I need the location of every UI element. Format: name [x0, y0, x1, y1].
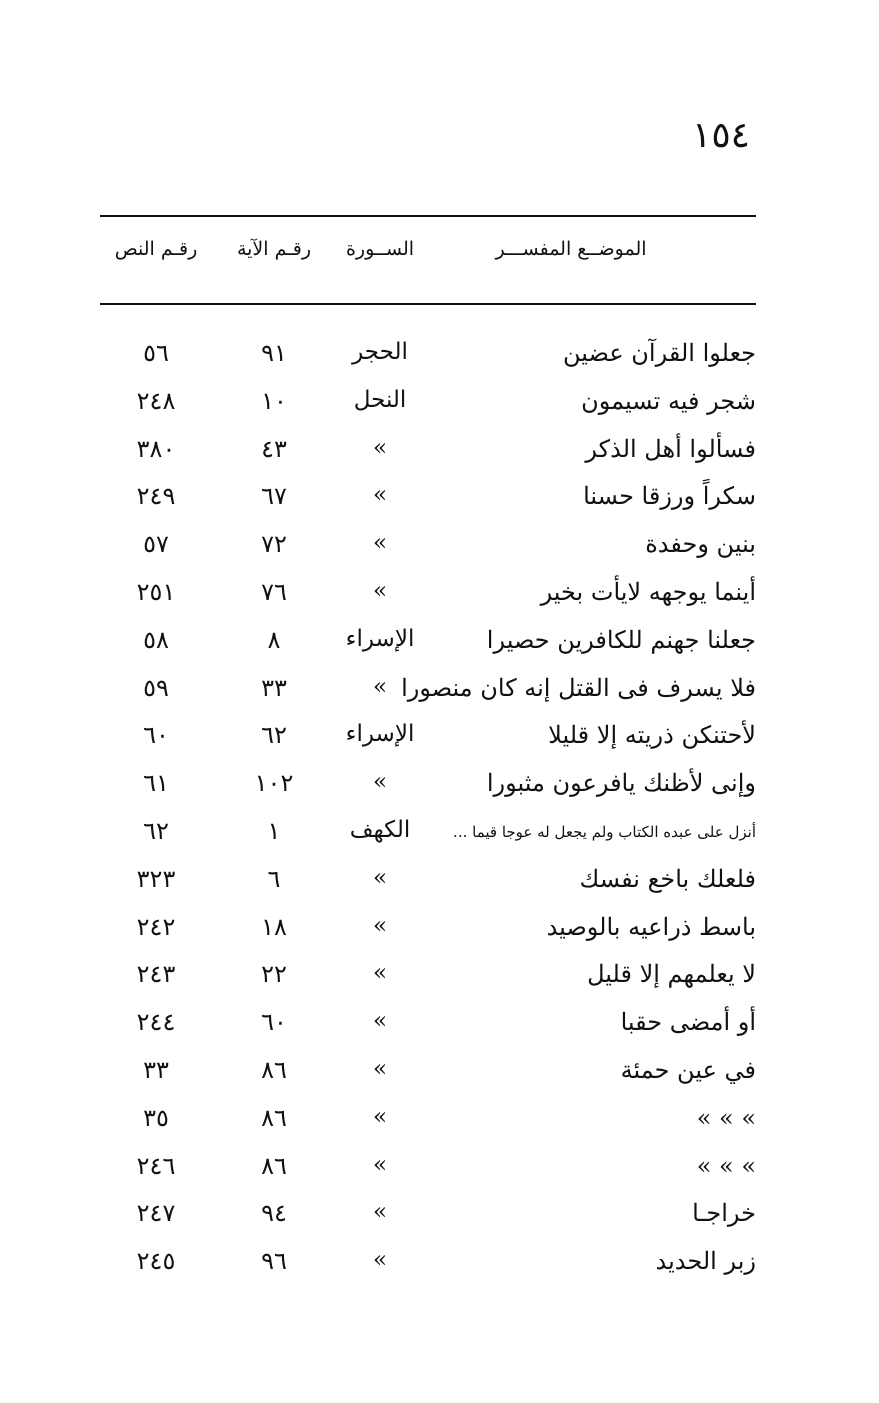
table-row: [100, 1002, 756, 1050]
table-row: [100, 1050, 756, 1098]
verse-number-cell: ٩٤: [261, 1199, 287, 1228]
text-number-cell: ٢٥١: [136, 577, 176, 606]
verse-number-cell: ٨٦: [261, 1151, 287, 1180]
text-number-cell: ٢٤٧: [136, 1199, 176, 1228]
surah-cell: الإسراء: [345, 721, 415, 748]
surah-cell: »: [372, 577, 388, 604]
surah-cell: »: [372, 673, 388, 700]
verse-number-cell: ٨٦: [261, 1103, 287, 1132]
passage-cell: أينما يوجهه لايأت بخير: [540, 577, 756, 606]
passage-cell: في عين حمئة: [620, 1055, 756, 1084]
surah-cell: »: [372, 434, 388, 461]
verse-number-cell: ٩٦: [261, 1247, 287, 1276]
page-number: ١٥٤: [691, 115, 750, 156]
verse-number-cell: ٦: [267, 864, 281, 893]
text-number-cell: ٣٢٣: [136, 864, 176, 893]
passage-cell: فسألوا أهل الذكر: [585, 434, 756, 463]
index-table-body: [100, 333, 756, 1289]
passage-cell: زبر الحديد: [655, 1247, 756, 1276]
header-verse-number: رقـم الآية: [236, 238, 312, 260]
table-row: [100, 429, 756, 477]
table-row: [100, 572, 756, 620]
table-row: [100, 763, 756, 811]
verse-number-cell: ١٠: [261, 386, 287, 415]
verse-number-cell: ٦٢: [261, 721, 287, 750]
text-number-cell: ٥٨: [143, 625, 169, 654]
text-number-cell: ٢٤٢: [136, 912, 176, 941]
text-number-cell: ٢٤٣: [136, 960, 176, 989]
passage-cell: وإنى لأظنك يافرعون مثبورا: [486, 769, 756, 798]
verse-number-cell: ٩١: [261, 339, 287, 367]
text-number-cell: ٢٤٥: [136, 1247, 176, 1276]
surah-cell: »: [372, 864, 388, 891]
text-number-cell: ٥٦: [143, 339, 169, 367]
table-row: [100, 1146, 756, 1194]
table-row: [100, 715, 756, 763]
passage-cell: باسط ذراعيه بالوصيد: [546, 912, 756, 941]
verse-number-cell: ١٠٢: [254, 769, 294, 798]
surah-cell: »: [372, 482, 388, 509]
text-number-cell: ٦٠: [143, 721, 169, 750]
surah-cell: »: [372, 1103, 388, 1130]
passage-cell: لأحتنكن ذريته إلا قليلا: [548, 721, 756, 750]
header-surah: الســورة: [345, 238, 415, 260]
text-number-cell: ٣٥: [143, 1103, 169, 1132]
surah-cell: »: [372, 912, 388, 939]
passage-cell: أنزل على عبده الكتاب ولم يجعل له عوجا قيما ...: [453, 822, 756, 841]
passage-cell: فلا يسرف فى القتل إنه كان منصورا: [401, 673, 756, 702]
passage-cell: شجر فيه تسيمون: [581, 386, 756, 415]
passage-cell: جعلوا القرآن عضين: [563, 339, 756, 367]
header-text-number: رقـم النص: [114, 238, 198, 260]
passage-cell: جعلنا جهنم للكافرين حصيرا: [486, 625, 756, 654]
verse-number-cell: ١: [267, 816, 281, 845]
header-passage: الموضــع المفســـر: [495, 238, 647, 260]
verse-number-cell: ٤٣: [261, 434, 287, 463]
verse-number-cell: ٦٠: [261, 1008, 287, 1037]
surah-cell: »: [372, 960, 388, 987]
table-row: [100, 524, 756, 572]
surah-cell: »: [372, 1055, 388, 1082]
text-number-cell: ٦١: [143, 769, 169, 798]
table-header: [100, 240, 756, 280]
text-number-cell: ٥٩: [143, 673, 169, 702]
passage-cell: لا يعلمهم إلا قليل: [587, 960, 756, 989]
surah-cell: الإسراء: [345, 625, 415, 652]
text-number-cell: ٢٤٨: [136, 386, 176, 415]
header-bottom-rule: [100, 303, 756, 305]
table-row: [100, 1098, 756, 1146]
table-row: [100, 811, 756, 859]
surah-cell: »: [372, 530, 388, 557]
text-number-cell: ٢٤٤: [136, 1008, 176, 1037]
table-row: [100, 954, 756, 1002]
surah-cell: »: [372, 1008, 388, 1035]
surah-cell: »: [372, 769, 388, 796]
passage-cell: بنين وحفدة: [645, 530, 756, 559]
surah-cell: »: [372, 1199, 388, 1226]
table-row: [100, 1241, 756, 1289]
table-row: [100, 381, 756, 429]
text-number-cell: ٣٨٠: [136, 434, 176, 463]
surah-cell: النحل: [353, 386, 407, 413]
table-row: [100, 668, 756, 716]
passage-cell: » » »: [696, 1103, 756, 1132]
table-row: [100, 620, 756, 668]
text-number-cell: ٢٤٦: [136, 1151, 176, 1180]
passage-cell: خراجـا: [692, 1199, 756, 1228]
table-row: [100, 333, 756, 381]
verse-number-cell: ٨: [267, 625, 281, 654]
surah-cell: الحجر: [352, 339, 408, 365]
passage-cell: سكراً ورزقا حسنا: [583, 482, 756, 511]
text-number-cell: ٢٤٩: [136, 482, 176, 511]
verse-number-cell: ٣٣: [261, 673, 287, 702]
verse-number-cell: ٨٦: [261, 1055, 287, 1084]
text-number-cell: ٣٣: [143, 1055, 169, 1084]
passage-cell: أو أمضى حقبا: [620, 1008, 756, 1037]
verse-number-cell: ٧٦: [261, 577, 287, 606]
passage-cell: فلعلك باخع نفسك: [579, 864, 756, 893]
text-number-cell: ٦٢: [143, 816, 169, 845]
table-row: [100, 1193, 756, 1241]
verse-number-cell: ٦٧: [261, 482, 287, 511]
verse-number-cell: ٢٢: [261, 960, 287, 989]
surah-cell: »: [372, 1151, 388, 1178]
surah-cell: الكهف: [349, 816, 411, 843]
text-number-cell: ٥٧: [143, 530, 169, 559]
verse-number-cell: ١٨: [261, 912, 287, 941]
table-row: [100, 476, 756, 524]
surah-cell: »: [372, 1247, 388, 1274]
top-rule: [100, 215, 756, 217]
table-row: [100, 859, 756, 907]
verse-number-cell: ٧٢: [261, 530, 287, 559]
passage-cell: » » »: [696, 1151, 756, 1180]
table-row: [100, 907, 756, 955]
